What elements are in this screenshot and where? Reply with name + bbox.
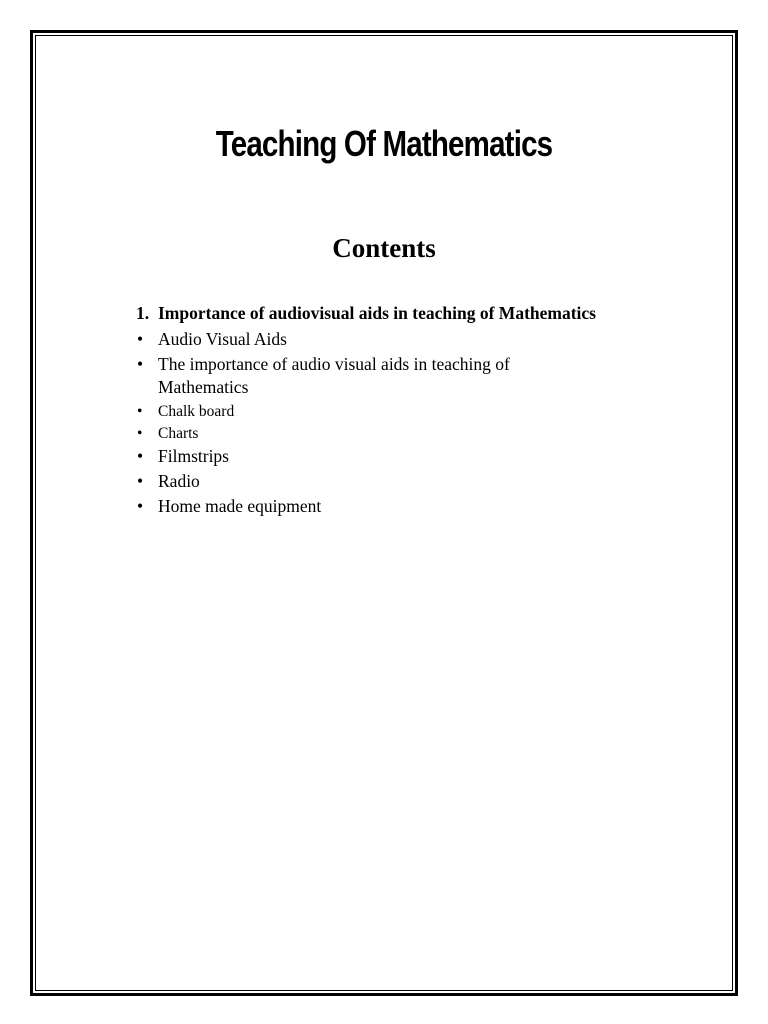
bullet-icon: • <box>137 471 144 491</box>
bullet-icon: • <box>137 496 144 516</box>
toc-item-chalk-board <box>136 401 596 422</box>
toc-section-number: 1. <box>136 303 150 323</box>
bullet-icon: • <box>137 329 144 349</box>
toc-item-importance-of-aids <box>136 353 596 399</box>
bullet-icon: • <box>137 446 144 466</box>
toc-item-label: Filmstrips <box>158 446 229 466</box>
toc-section-title: Importance of audiovisual aids in teaching of Mathematics <box>158 303 596 323</box>
toc-item-label: Chalk board <box>158 403 235 420</box>
toc-item-label: Charts <box>158 425 199 442</box>
bullet-icon: • <box>137 354 144 374</box>
toc-item-label: Radio <box>158 471 200 491</box>
toc-item-label: Home made equipment <box>158 496 322 516</box>
toc-item-filmstrips <box>136 445 596 468</box>
contents-heading: Contents <box>332 233 436 263</box>
document-title: Teaching Of Mathematics <box>215 123 553 164</box>
table-of-contents <box>136 302 596 520</box>
bullet-icon: • <box>137 403 143 420</box>
toc-item-charts <box>136 423 596 444</box>
toc-item-label: The importance of audio visual aids in teaching of Mathematics <box>158 354 510 397</box>
bullet-icon: • <box>137 425 143 442</box>
toc-section-1 <box>136 302 596 325</box>
toc-item-home-made-equipment <box>136 495 596 518</box>
toc-item-radio <box>136 470 596 493</box>
toc-item-audio-visual-aids <box>136 328 596 351</box>
toc-item-label: Audio Visual Aids <box>158 329 287 349</box>
